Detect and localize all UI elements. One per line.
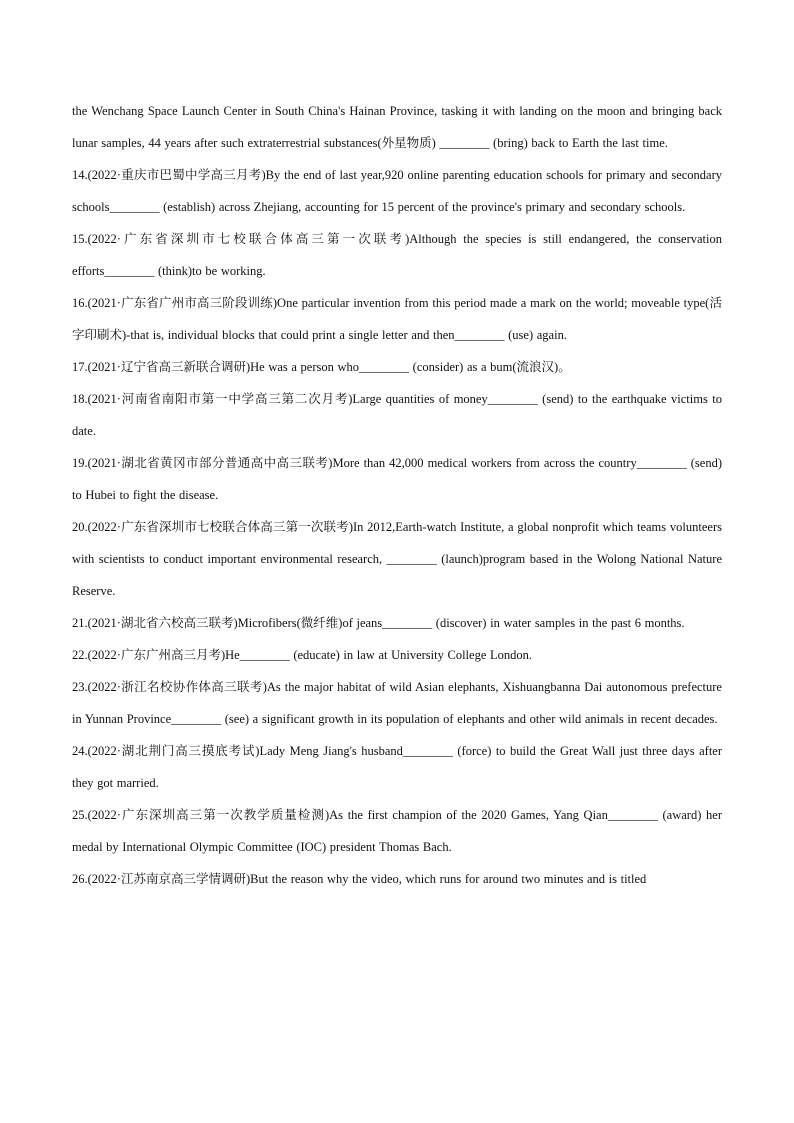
question-15: 15.(2022·广东省深圳市七校联合体高三第一次联考)Although the species is still endangered, the conservation efforts________ (think)to be working. xyxy=(72,232,722,278)
question-14: 14.(2022·重庆市巴蜀中学高三月考)By the end of last year,920 online parenting education schools for primary and secondary schools________ (establish) across Zhejiang, accounting for 15 percent of the province's primary and secondary schools. xyxy=(72,168,722,214)
question-24: 24.(2022·湖北荆门高三摸底考试)Lady Meng Jiang's husband________ (force) to build the Great Wall just three days after they got married. xyxy=(72,744,722,790)
question-17: 17.(2021·辽宁省高三新联合调研)He was a person who________ (consider) as a bum(流浪汉)。 xyxy=(72,360,571,374)
question-23: 23.(2022·浙江名校协作体高三联考)As the major habitat of wild Asian elephants, Xishuangbanna Dai autonomous prefecture in Yunnan Province________ (see) a significant growth in its population of elephants and other wild animals in recent decades. xyxy=(72,680,722,726)
question-19: 19.(2021·湖北省黄冈市部分普通高中高三联考)More than 42,000 medical workers from across the country________ (send) to Hubei to fight the disease. xyxy=(72,456,722,502)
question-25: 25.(2022·广东深圳高三第一次教学质量检测)As the first champion of the 2020 Games, Yang Qian________ (award) her medal by International Olympic Committee (IOC) president Thomas Bach. xyxy=(72,808,722,854)
worksheet-page xyxy=(72,95,722,895)
question-20: 20.(2022·广东省深圳市七校联合体高三第一次联考)In 2012,Earth-watch Institute, a global nonprofit which teams volunteers with scientists to conduct important environmental research, ________ (launch)program based in the Wolong National Nature Reserve. xyxy=(72,520,722,598)
question-18: 18.(2021·河南省南阳市第一中学高三第二次月考)Large quantities of money________ (send) to the earthquake victims to date. xyxy=(72,392,722,438)
question-16: 16.(2021·广东省广州市高三阶段训练)One particular invention from this period made a mark on the world; moveable type(活字印刷术)-that is, individual blocks that could print a single letter and then________ (use) again. xyxy=(72,296,722,342)
question-21: 21.(2021·湖北省六校高三联考)Microfibers(微纤维)of jeans________ (discover) in water samples in the past 6 months. xyxy=(72,616,685,630)
question-26: 26.(2022·江苏南京高三学情调研)But the reason why the video, which runs for around two minutes and is titled xyxy=(72,872,647,886)
question-13-continuation: the Wenchang Space Launch Center in South China's Hainan Province, tasking it with landing on the moon and bringing back lunar samples, 44 years after such extraterrestrial substances(外星物质) ________ (bring) back to Earth the last time. xyxy=(72,104,722,150)
question-22: 22.(2022·广东广州高三月考)He________ (educate) in law at University College London. xyxy=(72,648,533,662)
